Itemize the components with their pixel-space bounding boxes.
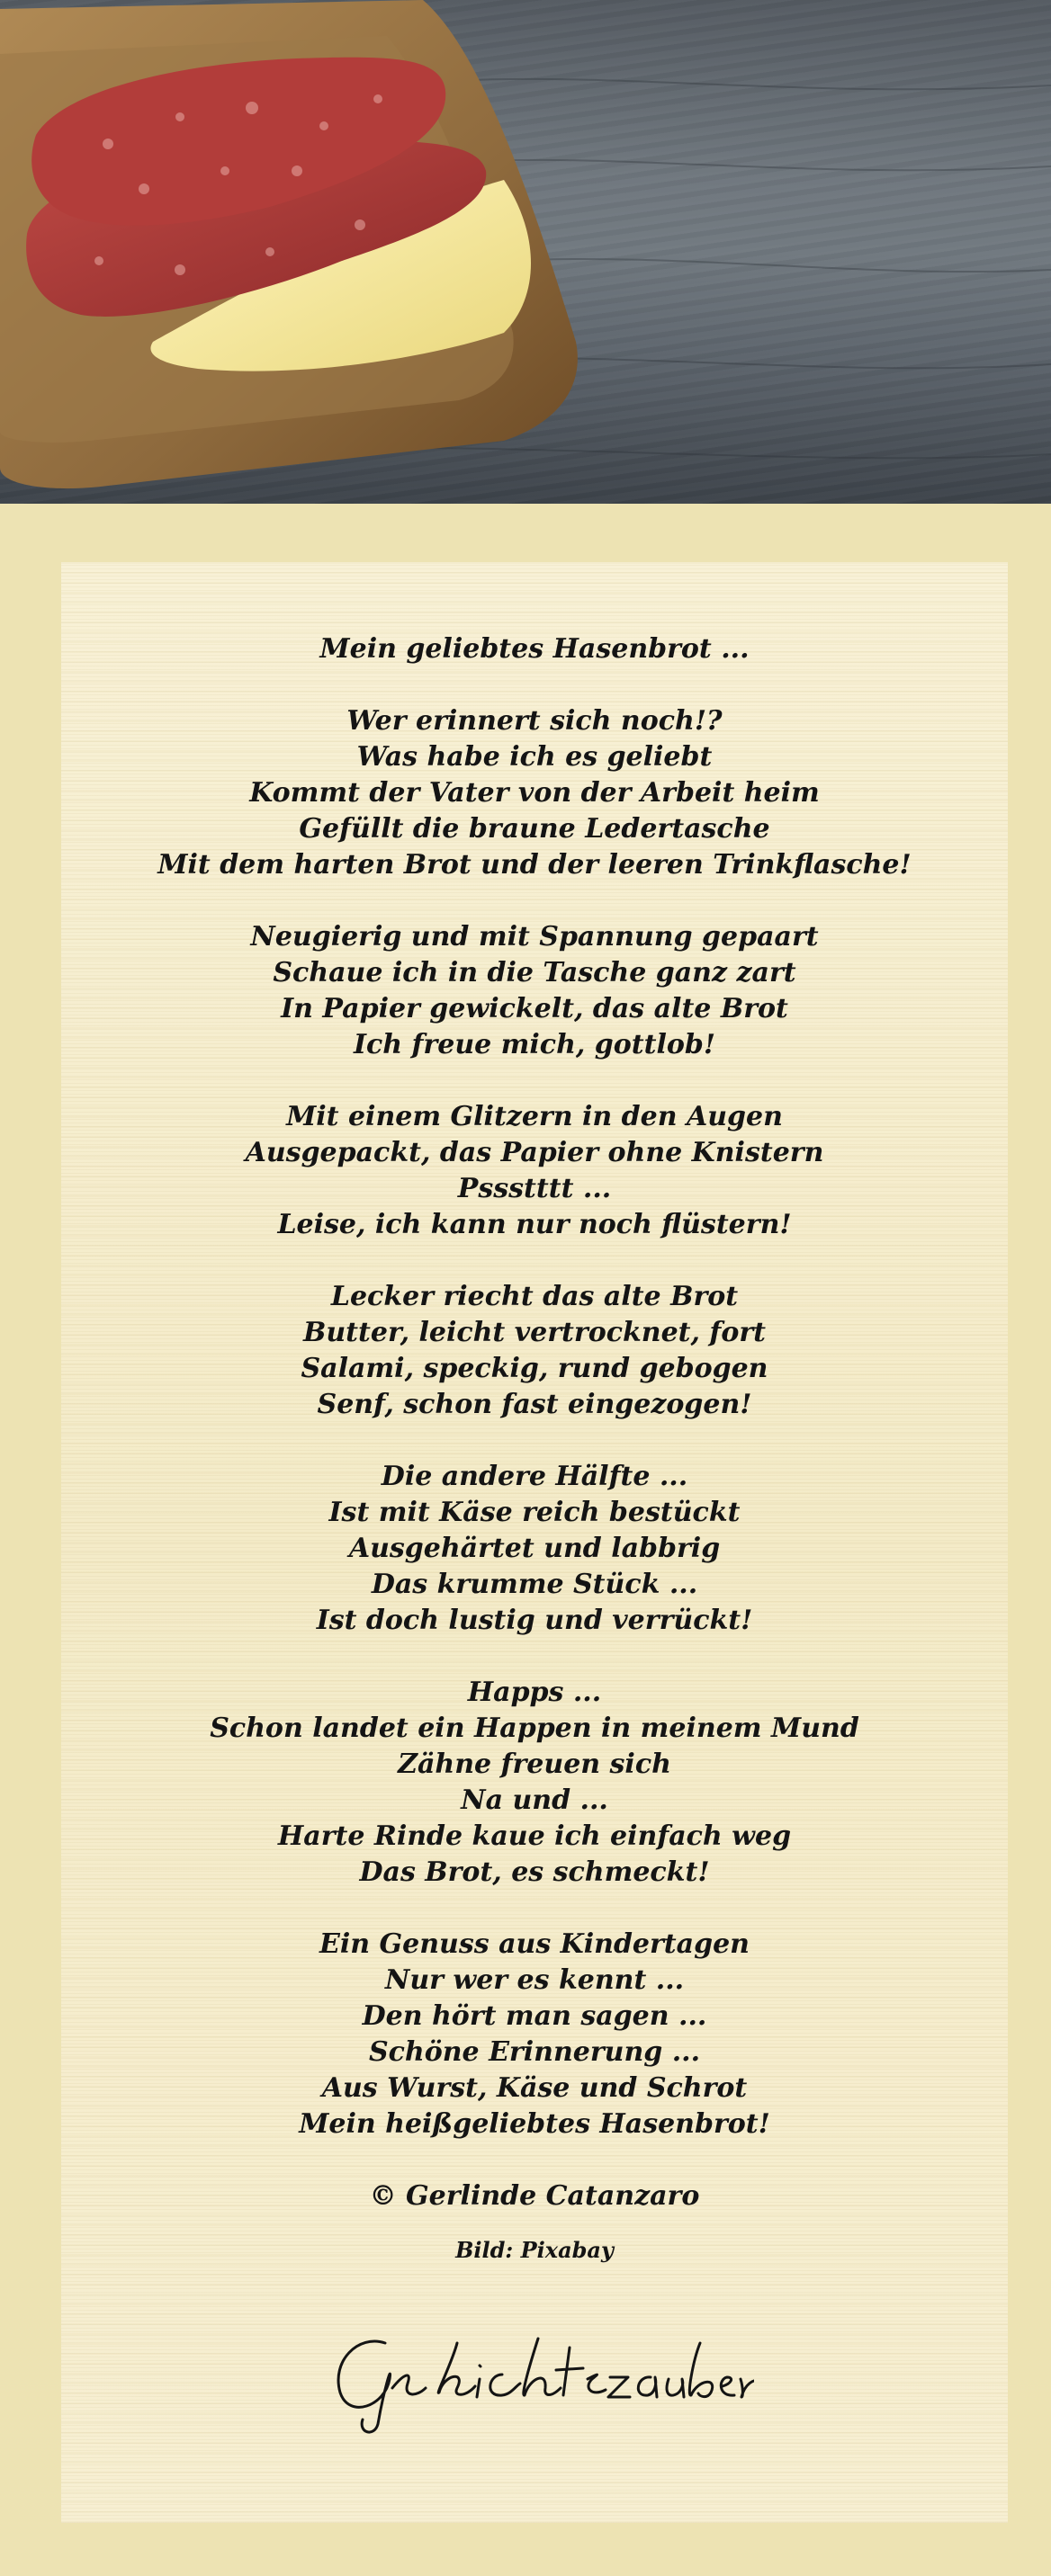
header-photo bbox=[0, 0, 1051, 504]
image-credit: Bild: Pixabay bbox=[455, 2237, 614, 2263]
poem-line: Die andere Hälfte ... bbox=[381, 1461, 688, 1492]
bread-salami-cheese-photo-icon bbox=[0, 0, 1051, 504]
poem-title: Mein geliebtes Hasenbrot ... bbox=[319, 633, 750, 665]
poem-line: Das krumme Stück ... bbox=[371, 1569, 698, 1600]
poem-line: Schaue ich in die Tasche ganz zart bbox=[273, 957, 796, 988]
poem-line: Harte Rinde kaue ich einfach weg bbox=[277, 1820, 792, 1852]
poem-line: Was habe ich es geliebt bbox=[356, 741, 713, 773]
poem-line: Den hört man sagen ... bbox=[362, 2000, 707, 2032]
poem-line: Lecker riecht das alte Brot bbox=[330, 1281, 739, 1312]
poem-line: Neugierig und mit Spannung gepaart bbox=[250, 921, 819, 953]
poem-line: Kommt der Vater von der Arbeit heim bbox=[249, 777, 820, 809]
copyright: © Gerlinde Catanzaro bbox=[369, 2180, 700, 2212]
poem-line: Gefüllt die braune Ledertasche bbox=[299, 813, 770, 845]
poem-line: Schöne Erinnerung ... bbox=[368, 2036, 701, 2068]
poem-line: Das Brot, es schmeckt! bbox=[359, 1856, 710, 1888]
poem-line: Nur wer es kennt ... bbox=[384, 1964, 685, 1996]
poem-line: Ich freue mich, gottlob! bbox=[353, 1029, 716, 1060]
poem-line: Salami, speckig, rund gebogen bbox=[301, 1353, 768, 1384]
poem-line: In Papier gewickelt, das alte Brot bbox=[281, 993, 788, 1024]
signature-logo-icon bbox=[322, 2307, 754, 2442]
poem-line: Zähne freuen sich bbox=[398, 1749, 671, 1780]
poem-line: Na und ... bbox=[461, 1784, 608, 1816]
poem-line: Schon landet ein Happen in meinem Mund bbox=[210, 1713, 859, 1744]
poem-line: Ist mit Käse reich bestückt bbox=[328, 1497, 741, 1528]
poem-line: Leise, ich kann nur noch flüstern! bbox=[277, 1209, 792, 1240]
poem-line: Ausgepackt, das Papier ohne Knistern bbox=[245, 1137, 824, 1168]
poem-line: Ist doch lustig und verrückt! bbox=[316, 1605, 753, 1636]
poem-paper bbox=[61, 562, 1008, 2523]
poem-line: Mit einem Glitzern in den Augen bbox=[286, 1101, 783, 1132]
poem-line: Ein Genuss aus Kindertagen bbox=[319, 1928, 750, 1960]
poem-line: Wer erinnert sich noch!? bbox=[346, 705, 723, 737]
poem-line: Happs ... bbox=[467, 1677, 602, 1708]
poem-line: Pssstttt ... bbox=[457, 1173, 612, 1204]
poem-line: Mein heißgeliebtes Hasenbrot! bbox=[299, 2108, 770, 2140]
poem-line: Ausgehärtet und labbrig bbox=[348, 1533, 721, 1564]
poem-line: Aus Wurst, Käse und Schrot bbox=[321, 2072, 748, 2104]
poem-line: Mit dem harten Brot und der leeren Trinkflasche! bbox=[157, 849, 912, 881]
poem-line: Senf, schon fast eingezogen! bbox=[317, 1389, 752, 1420]
poem bbox=[61, 631, 1008, 2268]
poem-line: Butter, leicht vertrocknet, fort bbox=[302, 1317, 766, 1348]
